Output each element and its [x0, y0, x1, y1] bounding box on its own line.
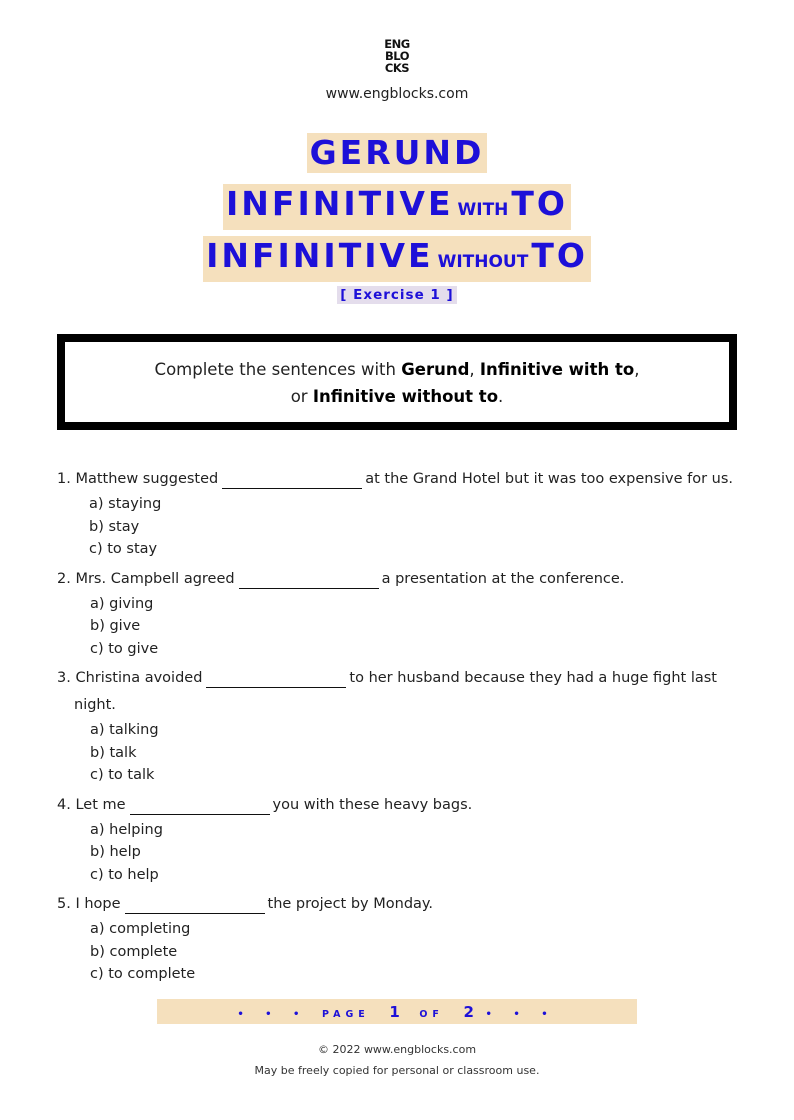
question-text: [57, 466, 747, 493]
option-a[interactable]: a) staying: [89, 496, 162, 512]
pager-page-label: PAGE: [322, 1009, 370, 1020]
question-text: [57, 792, 747, 819]
question-text: [57, 566, 747, 593]
question-list: [57, 466, 747, 991]
question-before: 3. Christina avoided: [57, 670, 203, 686]
instructions-sep-1: ,: [469, 360, 480, 379]
option-c[interactable]: c) to give: [90, 640, 159, 657]
instructions-term-infinitive-with-to: Infinitive with to: [479, 360, 635, 379]
option-list: [57, 593, 747, 661]
option-list: [57, 493, 747, 561]
title-infinitive-with-to: [0, 184, 794, 230]
option-b[interactable]: b) stay: [89, 518, 140, 535]
question-2: [57, 566, 747, 661]
question-text: [57, 665, 747, 719]
answer-blank[interactable]: [239, 570, 379, 589]
answer-blank[interactable]: [222, 470, 362, 489]
instructions-term-gerund: Gerund: [401, 360, 470, 379]
pager-dots-left: • • •: [237, 1009, 309, 1020]
option-b[interactable]: b) talk: [90, 744, 137, 761]
answer-blank[interactable]: [130, 796, 270, 815]
option-c[interactable]: c) to talk: [90, 767, 155, 783]
instructions-term-infinitive-without-to: Infinitive without to: [312, 387, 499, 406]
instructions-end: .: [498, 387, 504, 406]
option-a[interactable]: a) helping: [90, 821, 163, 838]
title-infinitive-without-to-highlight: [203, 236, 591, 282]
question-before: 1. Matthew suggested: [57, 471, 219, 487]
logo-line-2: BLO: [385, 49, 409, 63]
question-before: 4. Let me: [57, 796, 126, 813]
question-4: [57, 792, 747, 887]
question-before: 5. I hope: [57, 896, 121, 912]
engblocks-logo: [381, 38, 413, 74]
title-infinitive-with-to-highlight: [223, 184, 571, 230]
pager-of-label: OF: [419, 1009, 444, 1020]
title-infinitive-without-to: [0, 236, 794, 282]
option-a[interactable]: a) completing: [90, 921, 191, 937]
option-c[interactable]: c) to complete: [90, 966, 196, 982]
question-after: the project by Monday.: [267, 896, 434, 912]
instructions-line-1: [65, 356, 729, 383]
logo-line-3: CKS: [384, 61, 410, 75]
option-b[interactable]: b) complete: [90, 943, 178, 960]
instructions-lead-2: or: [290, 387, 313, 406]
option-c[interactable]: c) to stay: [89, 541, 158, 557]
instructions-box: [57, 334, 737, 430]
question-after: to her husband because they had a huge fight last night.: [74, 670, 717, 713]
title-with-word: WITH: [457, 200, 509, 220]
logo-line-1: ENG: [384, 37, 410, 51]
instructions-sep-2: ,: [634, 360, 640, 379]
question-text: [57, 891, 747, 918]
answer-blank[interactable]: [206, 669, 346, 688]
footer-copyright: © 2022 www.engblocks.com: [317, 1043, 477, 1056]
option-list: [57, 918, 747, 986]
answer-blank[interactable]: [125, 895, 265, 914]
page-indicator: [157, 999, 637, 1024]
question-3: [57, 665, 747, 787]
title-infinitive-word: INFINITIVE: [226, 184, 454, 223]
option-a[interactable]: a) giving: [90, 595, 154, 612]
pager-current-page: 1: [389, 1003, 400, 1021]
question-after: a presentation at the conference.: [381, 570, 625, 587]
question-before: 2. Mrs. Campbell agreed: [57, 570, 235, 587]
option-list: [57, 819, 747, 887]
question-after: you with these heavy bags.: [272, 796, 473, 813]
question-1: [57, 466, 747, 561]
question-5: [57, 891, 747, 986]
instructions-line-2: [65, 383, 729, 410]
instructions-lead: Complete the sentences with: [154, 360, 402, 379]
pager-total-pages: 2: [463, 1003, 474, 1021]
title-infinitive-word-2: INFINITIVE: [206, 236, 434, 275]
title-gerund: [0, 133, 794, 173]
question-after: at the Grand Hotel but it was too expensive for us.: [365, 471, 734, 487]
exercise-label: [ Exercise 1 ]: [337, 286, 456, 304]
title-without-word: WITHOUT: [437, 252, 529, 272]
exercise-tag: [0, 284, 794, 304]
title-gerund-text: GERUND: [307, 133, 488, 173]
option-a[interactable]: a) talking: [90, 722, 159, 738]
title-to-word-2: TO: [531, 236, 588, 275]
option-list: [57, 719, 747, 787]
footer-note: May be freely copied for personal or classroom use.: [254, 1064, 540, 1077]
option-b[interactable]: b) help: [90, 844, 141, 860]
option-b[interactable]: b) give: [90, 618, 141, 634]
pager-dots-right: • • •: [485, 1009, 557, 1020]
site-url[interactable]: www.engblocks.com: [325, 86, 469, 102]
title-to-word: TO: [511, 184, 568, 223]
option-c[interactable]: c) to help: [90, 866, 159, 883]
